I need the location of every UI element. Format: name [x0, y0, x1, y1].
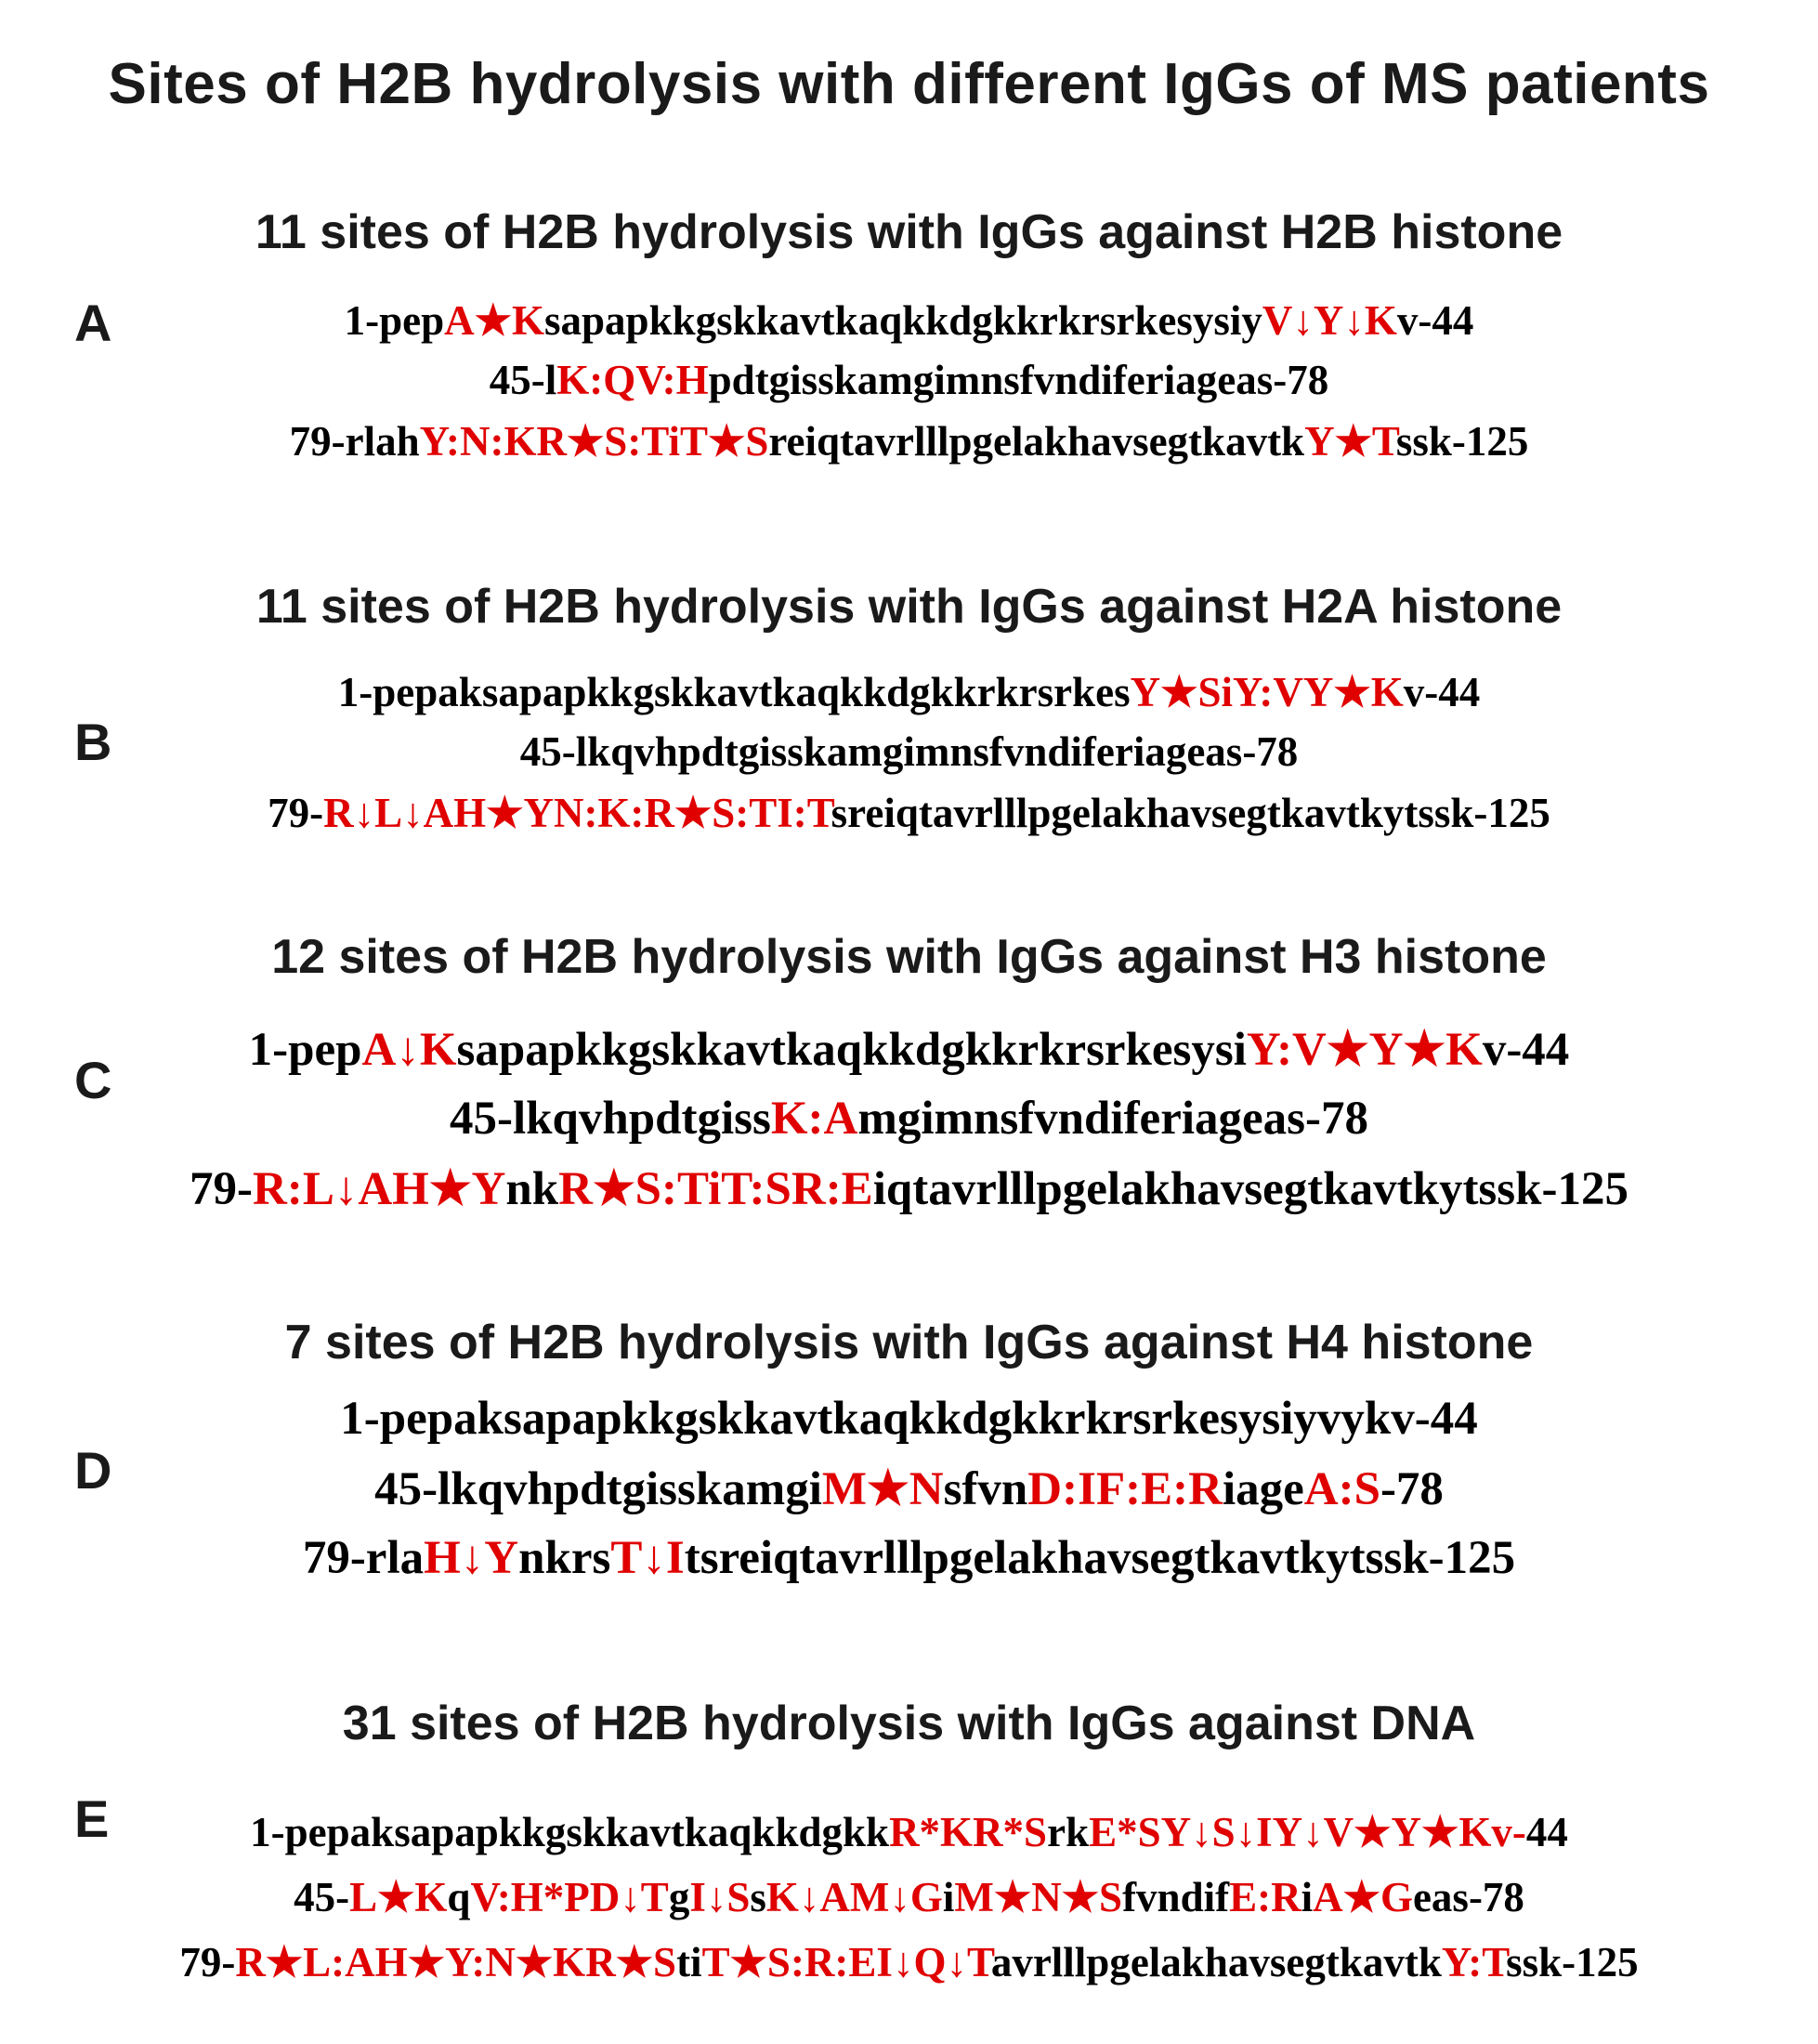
sequence-segment: 1-pepaksapapkkgskkavtkaqkkdgkkrkrsrkes — [337, 669, 1131, 715]
sequence-line — [0, 727, 1818, 776]
sequence-segment: 79-rlah — [289, 418, 420, 465]
panel-heading: 7 sites of H2B hydrolysis with IgGs against H4 histone — [284, 1316, 1534, 1369]
cleavage-site-segment: A:S — [1303, 1463, 1380, 1515]
panel-letter: B — [74, 713, 112, 771]
sequence-line — [0, 416, 1818, 465]
sequence-segment: ssk-125 — [1506, 1939, 1639, 1985]
sequence-segment: v-44 — [1396, 297, 1474, 344]
cleavage-site-segment: E*SY↓S↓IY↓V★Y★Kv- — [1089, 1809, 1526, 1855]
cleavage-site-segment: R★S:TiT:SR:E — [558, 1163, 873, 1215]
cleavage-site-segment: E:R — [1229, 1874, 1301, 1920]
sequence-segment: 45-l — [489, 357, 557, 403]
cleavage-site-segment: I↓S — [689, 1874, 751, 1920]
sequence-segment: -78 — [1380, 1463, 1444, 1515]
sequence-segment: 44 — [1525, 1809, 1568, 1855]
sequence-segment: v-44 — [1482, 1024, 1570, 1076]
sequence-line — [0, 1937, 1818, 1986]
sequence-segment: ti — [676, 1939, 702, 1985]
cleavage-site-segment: A★G — [1313, 1874, 1413, 1920]
sequence-segment: avrlllpgelakhavsegtkavtk — [990, 1939, 1442, 1985]
sequence-segment: sapapkkgskkavtkaqkkdgkkrkrsrkesysiy — [544, 297, 1262, 344]
panel-letter: E — [74, 1789, 110, 1848]
sequence-segment: sreiqtavrlllpgelakhavsegtkavtkytssk-125 — [831, 790, 1550, 836]
sequence-segment: pdtgisskamgimnsfvndiferiageas-78 — [708, 357, 1329, 403]
sequence-segment: nkrs — [518, 1532, 611, 1584]
cleavage-site-segment: T★S:R:EI↓Q↓T — [701, 1939, 991, 1985]
sequence-segment: 1-pepaksapapkkgskkavtkaqkkdgkk — [250, 1809, 890, 1855]
sequence-line — [0, 1461, 1818, 1516]
panel-heading: 11 sites of H2B hydrolysis with IgGs against H2B histone — [255, 205, 1563, 259]
sequence-segment: 1-pep — [344, 297, 445, 344]
sequence-segment: 79- — [190, 1163, 253, 1215]
sequence-segment: 1-pep — [248, 1024, 362, 1076]
sequence-segment: sapapkkgskkavtkaqkkdgkkrkrsrkesysi — [456, 1024, 1247, 1076]
sequence-segment: i — [1301, 1874, 1314, 1920]
panel-letter: A — [74, 294, 112, 352]
sequence-line — [0, 1161, 1818, 1216]
sequence-segment: 79-rla — [302, 1532, 425, 1584]
sequence-segment: ssk-125 — [1395, 418, 1529, 465]
sequence-segment: g — [668, 1874, 690, 1920]
sequence-segment: 45- — [294, 1874, 350, 1920]
sequence-segment: nk — [505, 1163, 559, 1215]
sequence-segment: 1-pepaksapapkkgskkavtkaqkkdgkkrkrsrkesysiyvykv-44 — [340, 1393, 1478, 1445]
sequence-segment: q — [447, 1874, 471, 1920]
cleavage-site-segment: Y:V★Y★K — [1246, 1024, 1483, 1076]
sequence-segment: iage — [1222, 1463, 1304, 1515]
cleavage-site-segment: R↓L↓AH★YN:K:R★S:TI:T — [323, 790, 831, 836]
cleavage-site-segment: R★L:AH★Y:N★KR★S — [235, 1939, 677, 1985]
sequence-segment: rk — [1047, 1809, 1090, 1855]
sequence-line — [0, 1392, 1818, 1446]
sequence-segment: 45-lkqvhpdtgisskamgi — [374, 1463, 822, 1515]
cleavage-site-segment: K↓AM↓G — [765, 1874, 943, 1920]
cleavage-site-segment: M★N★S — [954, 1874, 1123, 1920]
panel-heading: 31 sites of H2B hydrolysis with IgGs against DNA — [342, 1697, 1476, 1750]
sequence-segment: 45-lkqvhpdtgiss — [450, 1093, 771, 1145]
cleavage-site-segment: R:L↓AH★Y — [253, 1163, 506, 1215]
panel-letter: D — [74, 1441, 112, 1500]
cleavage-site-segment: D:IF:E:R — [1027, 1463, 1223, 1515]
sequence-line — [0, 356, 1818, 404]
sequence-line — [0, 295, 1818, 345]
sequence-segment: reiqtavrlllpgelakhavsegtkavtk — [768, 418, 1305, 465]
cleavage-site-segment: V↓Y↓K — [1262, 297, 1397, 344]
sequence-line — [0, 1092, 1818, 1146]
cleavage-site-segment: H↓Y — [424, 1532, 519, 1584]
sequence-segment: v-44 — [1403, 669, 1481, 715]
sequence-line — [0, 1872, 1818, 1921]
sequence-segment: iqtavrlllpgelakhavsegtkavtkytssk-125 — [872, 1163, 1628, 1215]
sequence-line — [0, 1022, 1818, 1077]
cleavage-site-segment: K:A — [770, 1093, 858, 1145]
cleavage-site-segment: T↓I — [610, 1532, 685, 1584]
sequence-segment: tsreiqtavrlllpgelakhavsegtkavtkytssk-125 — [684, 1532, 1516, 1584]
sequence-line — [0, 667, 1818, 716]
cleavage-site-segment: Y★SiY:VY★K — [1130, 669, 1404, 715]
sequence-segment: i — [942, 1874, 955, 1920]
sequence-segment: s — [750, 1874, 766, 1920]
figure-title: Sites of H2B hydrolysis with different IgGs of MS patients — [108, 52, 1710, 116]
cleavage-site-segment: Y:N:KR★S:TiT★S — [419, 418, 769, 465]
cleavage-site-segment: V:H*PD↓T — [470, 1874, 669, 1920]
cleavage-site-segment: A★K — [444, 297, 544, 344]
sequence-segment: 79- — [179, 1939, 236, 1985]
cleavage-site-segment: M★N — [821, 1463, 944, 1515]
sequence-line — [0, 788, 1818, 837]
sequence-segment: 45-lkqvhpdtgisskamgimnsfvndiferiageas-78 — [519, 728, 1299, 775]
sequence-segment: fvndif — [1122, 1874, 1230, 1920]
panel-letter: C — [74, 1051, 112, 1109]
sequence-line — [0, 1531, 1818, 1585]
sequence-segment: eas-78 — [1412, 1874, 1524, 1920]
cleavage-site-segment: L★K — [349, 1874, 448, 1920]
cleavage-site-segment: K:QV:H — [556, 357, 709, 403]
cleavage-site-segment: Y★T — [1304, 418, 1396, 465]
cleavage-site-segment: Y:T — [1441, 1939, 1507, 1985]
panel-heading: 12 sites of H2B hydrolysis with IgGs against H3 histone — [271, 930, 1547, 984]
sequence-line — [0, 1807, 1818, 1856]
sequence-segment: sfvn — [943, 1463, 1028, 1515]
sequence-segment: 79- — [268, 790, 324, 836]
sequence-segment: mgimnsfvndiferiageas-78 — [857, 1093, 1368, 1145]
cleavage-site-segment: A↓K — [361, 1024, 457, 1076]
panel-heading: 11 sites of H2B hydrolysis with IgGs against H2A histone — [255, 580, 1563, 634]
cleavage-site-segment: R*KR*S — [889, 1809, 1048, 1855]
